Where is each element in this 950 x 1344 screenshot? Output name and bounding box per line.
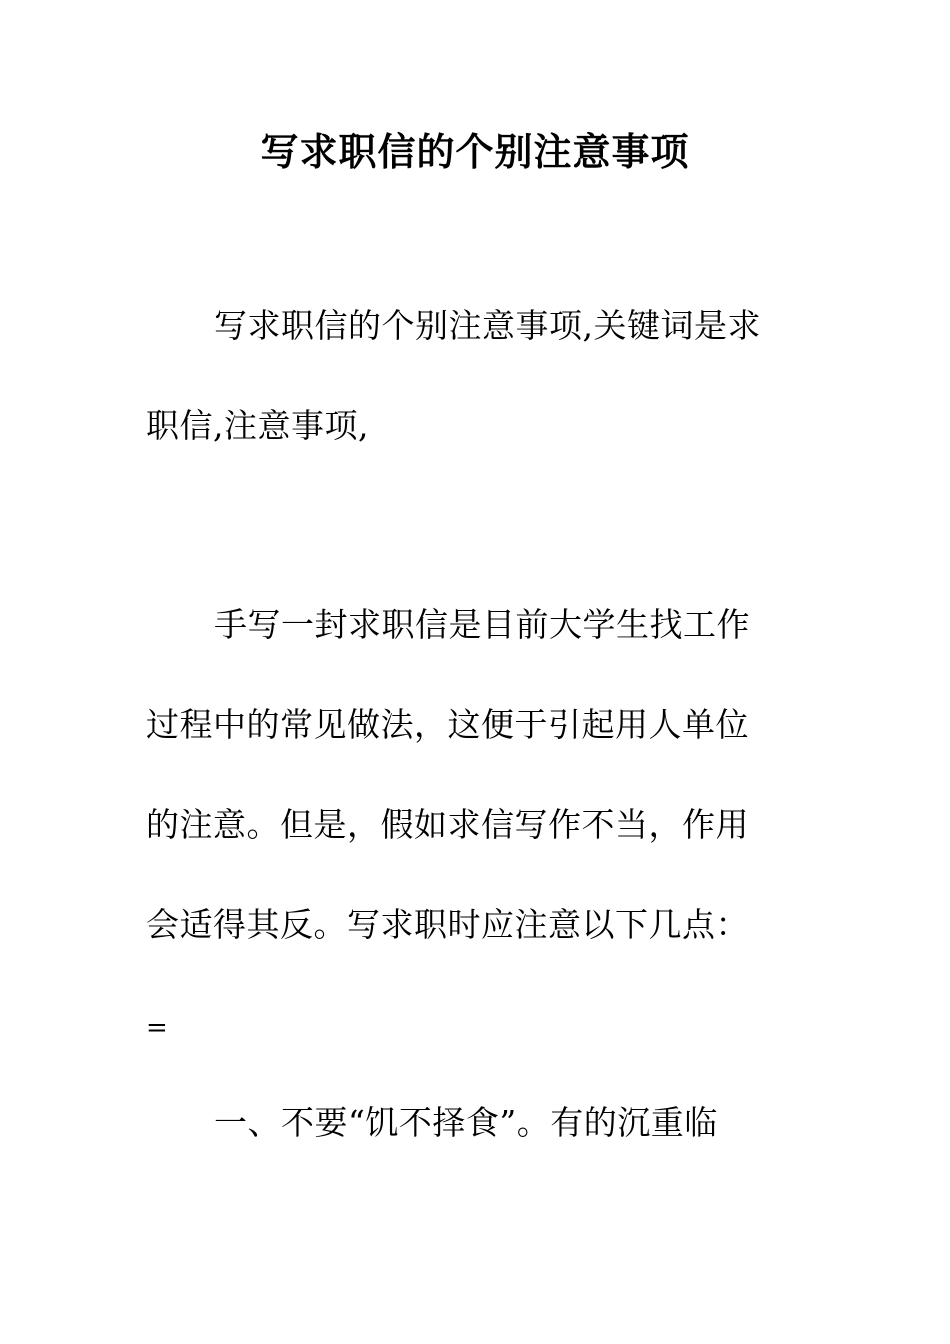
paragraph-line: 手写一封求职信是目前大学生找工作 — [214, 605, 750, 644]
paragraph-line: 的注意。但是，假如求信写作不当，作用 — [146, 805, 749, 844]
paragraph-line: 会适得其反。写求职时应注意以下几点： — [146, 905, 749, 944]
separator-mark: = — [146, 1013, 169, 1043]
paragraph-line: 职信,注意事项, — [146, 406, 369, 445]
document-title: 写求职信的个别注意事项 — [260, 129, 690, 174]
paragraph-line: 一、不要“饥不择食”。有的沉重临 — [214, 1103, 718, 1142]
paragraph-line: 写求职信的个别注意事项,关键词是求 — [214, 306, 761, 345]
paragraph-line: 过程中的常见做法，这便于引起用人单位 — [146, 705, 749, 744]
